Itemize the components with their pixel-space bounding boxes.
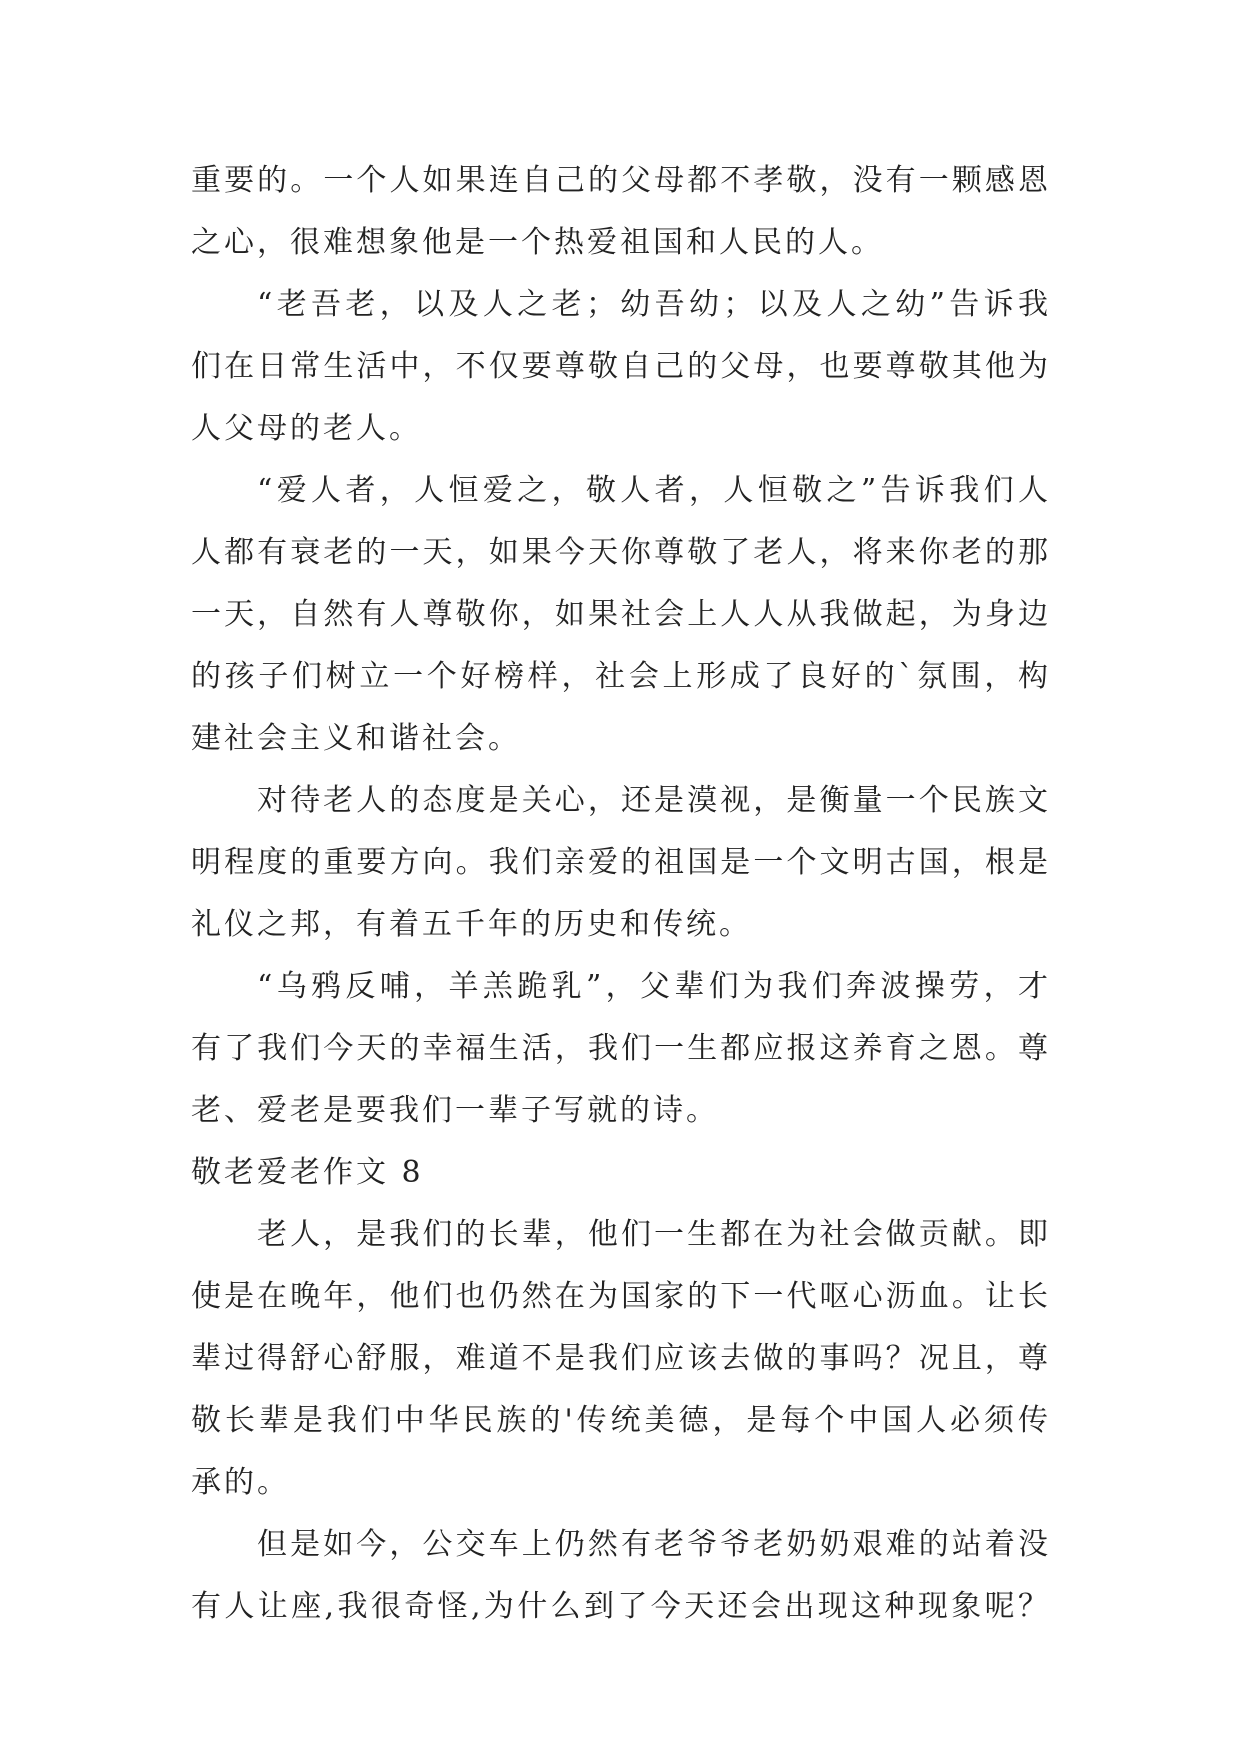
text-line: 之心，很难想象他是一个热爱祖国和人民的人。 (191, 225, 884, 260)
text-line: 人都有衰老的一天，如果今天你尊敬了老人，将来你老的那 (191, 535, 1051, 570)
text-line: “乌鸦反哺，羊羔跪乳”，父辈们为我们奔波操劳，才 (257, 969, 1051, 1004)
text-line: 老、爱老是要我们一辈子写就的诗。 (191, 1093, 719, 1128)
text-line: 辈过得舒心舒服，难道不是我们应该去做的事吗？况且，尊 (191, 1341, 1051, 1376)
text-line: 承的。 (191, 1465, 290, 1500)
text-line: 建社会主义和谐社会。 (191, 721, 521, 756)
paragraph-airenzhe (191, 460, 1051, 770)
essay-body (191, 150, 1051, 1638)
text-line: 一天，自然有人尊敬你，如果社会上人人从我做起，为身边 (191, 597, 1051, 632)
paragraph-elders (191, 1204, 1051, 1514)
text-line: 礼仪之邦，有着五千年的历史和传统。 (191, 907, 752, 942)
text-line: 有了我们今天的幸福生活，我们一生都应报这养育之恩。尊 (191, 1031, 1051, 1066)
text-line: 敬长辈是我们中华民族的'传统美德，是每个中国人必须传 (191, 1403, 1051, 1438)
text-line: 人父母的老人。 (191, 411, 422, 446)
paragraph-wuya (191, 956, 1051, 1142)
text-line: “爱人者，人恒爱之，敬人者，人恒敬之”告诉我们人 (257, 473, 1051, 508)
text-line: 重要的。一个人如果连自己的父母都不孝敬，没有一颗感恩 (191, 163, 1051, 198)
text-line: “老吾老，以及人之老；幼吾幼；以及人之幼”告诉我 (257, 287, 1051, 322)
text-line: 明程度的重要方向。我们亲爱的祖国是一个文明古国，根是 (191, 845, 1051, 880)
paragraph-continuation (191, 150, 1051, 274)
text-line: 的孩子们树立一个好榜样，社会上形成了良好的`氛围，构 (191, 659, 1051, 694)
paragraph-laowulao (191, 274, 1051, 460)
text-line: 有人让座,我很奇怪,为什么到了今天还会出现这种现象呢？ (191, 1589, 1051, 1624)
text-line: 但是如今，公交车上仍然有老爷爷老奶奶艰难的站着没 (257, 1527, 1051, 1562)
paragraph-bus (191, 1514, 1051, 1638)
text-line: 对待老人的态度是关心，还是漠视，是衡量一个民族文 (257, 783, 1051, 818)
section-heading: 敬老爱老作文 8 (191, 1155, 424, 1190)
text-line: 使是在晚年，他们也仍然在为国家的下一代呕心沥血。让长 (191, 1279, 1051, 1314)
text-line: 们在日常生活中，不仅要尊敬自己的父母，也要尊敬其他为 (191, 349, 1051, 384)
text-line: 老人，是我们的长辈，他们一生都在为社会做贡献。即 (257, 1217, 1051, 1252)
paragraph-attitude (191, 770, 1051, 956)
